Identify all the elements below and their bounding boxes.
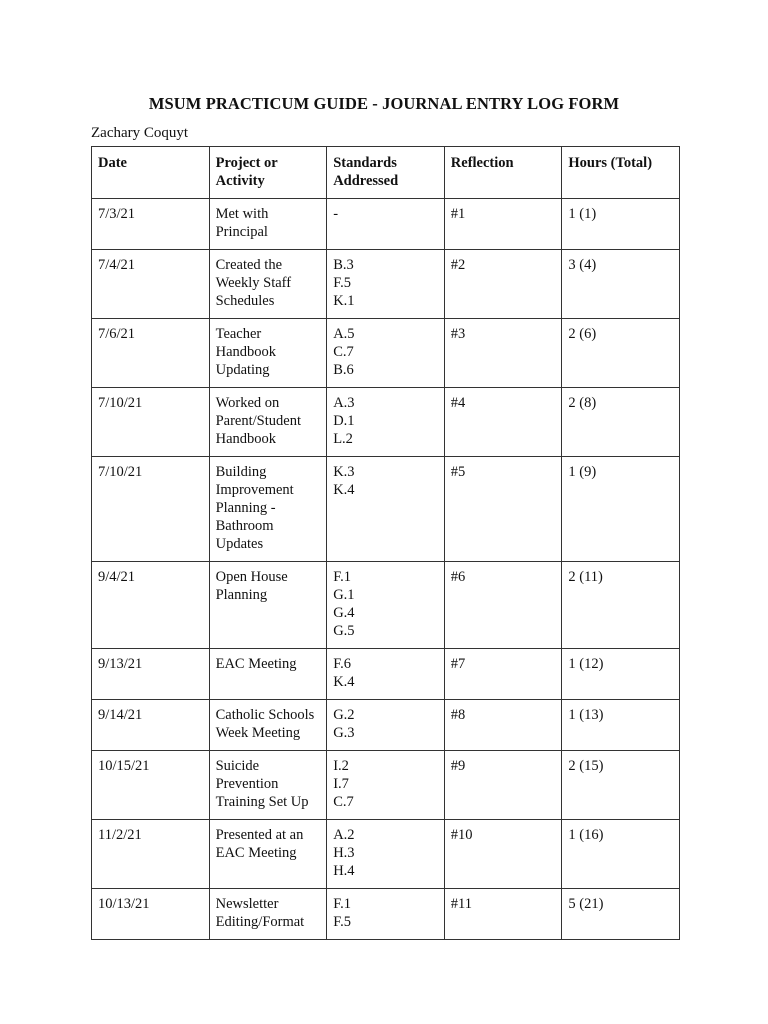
cell-text: #1 xyxy=(450,206,466,222)
cell-text: Worked on Parent/Student Handbook xyxy=(215,395,301,447)
cell-text: Open House Planning xyxy=(215,569,288,603)
cell-reflection xyxy=(444,388,562,457)
cell-date xyxy=(92,889,210,940)
table-row xyxy=(92,319,680,388)
cell-reflection xyxy=(444,751,562,820)
cell-hours xyxy=(562,820,680,889)
cell-text: #5 xyxy=(450,464,466,480)
cell-reflection xyxy=(444,649,562,700)
table-row xyxy=(92,250,680,319)
cell-reflection xyxy=(444,700,562,751)
cell-text: K.3 K.4 xyxy=(333,464,355,498)
cell-text: 10/15/21 xyxy=(98,758,150,774)
cell-text: 3 (4) xyxy=(568,257,597,273)
column-header xyxy=(327,147,445,199)
cell-text: Catholic Schools Week Meeting xyxy=(215,707,315,741)
cell-text: 11/2/21 xyxy=(98,827,142,843)
cell-reflection xyxy=(444,889,562,940)
cell-standards xyxy=(327,457,445,562)
cell-hours xyxy=(562,751,680,820)
cell-standards xyxy=(327,889,445,940)
column-header xyxy=(92,147,210,199)
header-row xyxy=(92,147,680,199)
cell-text: Teacher Handbook Updating xyxy=(215,326,277,378)
cell-reflection xyxy=(444,457,562,562)
cell-text: 1 (16) xyxy=(568,827,604,843)
cell-standards xyxy=(327,700,445,751)
header-hours: Hours (Total) xyxy=(568,155,653,171)
cell-project xyxy=(209,649,327,700)
cell-text: 2 (6) xyxy=(568,326,597,342)
cell-date xyxy=(92,820,210,889)
cell-text: 9/14/21 xyxy=(98,707,143,723)
cell-text: 1 (12) xyxy=(568,656,604,672)
cell-text: F.6 K.4 xyxy=(333,656,355,690)
cell-text: Suicide Prevention Training Set Up xyxy=(215,758,309,810)
page-title: MSUM PRACTICUM GUIDE - JOURNAL ENTRY LOG FORM xyxy=(148,94,620,113)
column-header xyxy=(444,147,562,199)
cell-project xyxy=(209,199,327,250)
cell-project xyxy=(209,562,327,649)
cell-text: 10/13/21 xyxy=(98,896,150,912)
cell-text: Building Improvement Planning - Bathroom Updates xyxy=(215,464,294,552)
cell-text: 2 (11) xyxy=(568,569,603,585)
cell-text: #11 xyxy=(450,896,472,912)
cell-date xyxy=(92,700,210,751)
cell-date xyxy=(92,250,210,319)
cell-text: #6 xyxy=(450,569,466,585)
cell-text: 7/10/21 xyxy=(98,395,143,411)
cell-text: 1 (9) xyxy=(568,464,597,480)
cell-hours xyxy=(562,199,680,250)
author-name: Zachary Coquyt xyxy=(91,125,189,141)
cell-standards xyxy=(327,649,445,700)
cell-text: #4 xyxy=(450,395,466,411)
cell-standards xyxy=(327,820,445,889)
cell-text: 1 (1) xyxy=(568,206,597,222)
table-row xyxy=(92,751,680,820)
cell-reflection xyxy=(444,562,562,649)
cell-hours xyxy=(562,250,680,319)
table-row xyxy=(92,199,680,250)
column-header xyxy=(562,147,680,199)
table-row xyxy=(92,820,680,889)
cell-text: EAC Meeting xyxy=(215,656,297,672)
header-project: Project or Activity xyxy=(215,155,278,189)
cell-date xyxy=(92,457,210,562)
cell-project xyxy=(209,250,327,319)
cell-text: 2 (8) xyxy=(568,395,597,411)
cell-text: Met with Principal xyxy=(215,206,269,240)
cell-text: 7/4/21 xyxy=(98,257,136,273)
cell-date xyxy=(92,649,210,700)
journal-log-table xyxy=(91,146,680,940)
cell-text: #7 xyxy=(450,656,466,672)
cell-standards xyxy=(327,562,445,649)
header-date: Date xyxy=(98,155,127,171)
cell-project xyxy=(209,751,327,820)
cell-hours xyxy=(562,889,680,940)
cell-text: #8 xyxy=(450,707,466,723)
cell-reflection xyxy=(444,820,562,889)
table-row xyxy=(92,457,680,562)
cell-reflection xyxy=(444,250,562,319)
header-standards: Standards Addressed xyxy=(333,155,399,189)
cell-standards xyxy=(327,751,445,820)
table-row xyxy=(92,562,680,649)
table-row xyxy=(92,388,680,457)
cell-text: 1 (13) xyxy=(568,707,604,723)
table-row xyxy=(92,649,680,700)
cell-text: 9/4/21 xyxy=(98,569,136,585)
cell-text: 7/3/21 xyxy=(98,206,136,222)
cell-hours xyxy=(562,700,680,751)
cell-project xyxy=(209,388,327,457)
cell-text: #9 xyxy=(450,758,466,774)
column-header xyxy=(209,147,327,199)
cell-text: #2 xyxy=(450,257,466,273)
header-reflection: Reflection xyxy=(450,155,514,171)
cell-text: A.2 H.3 H.4 xyxy=(333,827,355,879)
cell-project xyxy=(209,700,327,751)
cell-date xyxy=(92,199,210,250)
cell-hours xyxy=(562,457,680,562)
cell-text: F.1 F.5 xyxy=(333,896,351,930)
cell-hours xyxy=(562,388,680,457)
cell-text: 9/13/21 xyxy=(98,656,143,672)
cell-project xyxy=(209,457,327,562)
cell-text: Created the Weekly Staff Schedules xyxy=(215,257,292,309)
cell-text: 7/6/21 xyxy=(98,326,136,342)
cell-reflection xyxy=(444,319,562,388)
cell-hours xyxy=(562,649,680,700)
cell-project xyxy=(209,889,327,940)
cell-text: I.2 I.7 C.7 xyxy=(333,758,354,810)
cell-standards xyxy=(327,250,445,319)
cell-project xyxy=(209,319,327,388)
cell-date xyxy=(92,319,210,388)
cell-text: G.2 G.3 xyxy=(333,707,355,741)
table-row xyxy=(92,700,680,751)
cell-standards xyxy=(327,199,445,250)
cell-text: 2 (15) xyxy=(568,758,604,774)
cell-date xyxy=(92,751,210,820)
cell-text: Presented at an EAC Meeting xyxy=(215,827,304,861)
cell-text: 7/10/21 xyxy=(98,464,143,480)
cell-hours xyxy=(562,562,680,649)
table-row xyxy=(92,889,680,940)
cell-text: Newsletter Editing/Format xyxy=(215,896,305,930)
cell-text: 5 (21) xyxy=(568,896,604,912)
cell-reflection xyxy=(444,199,562,250)
cell-text: #10 xyxy=(450,827,473,843)
cell-hours xyxy=(562,319,680,388)
cell-text: B.3 F.5 K.1 xyxy=(333,257,355,309)
cell-text: A.3 D.1 L.2 xyxy=(333,395,355,447)
cell-standards xyxy=(327,388,445,457)
cell-date xyxy=(92,388,210,457)
cell-text: A.5 C.7 B.6 xyxy=(333,326,355,378)
cell-project xyxy=(209,820,327,889)
cell-text: #3 xyxy=(450,326,466,342)
cell-text: - xyxy=(333,206,339,222)
cell-standards xyxy=(327,319,445,388)
cell-date xyxy=(92,562,210,649)
cell-text: F.1 G.1 G.4 G.5 xyxy=(333,569,355,639)
